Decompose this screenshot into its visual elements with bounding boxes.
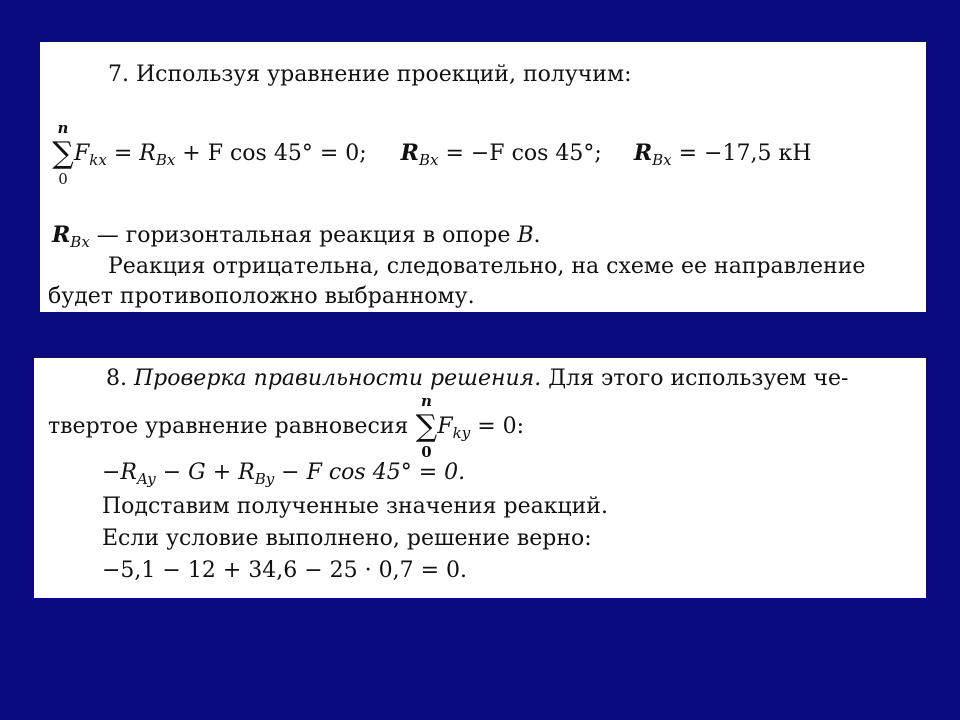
reaction-symbol-bold: R [52, 222, 71, 248]
step8-heading [106, 366, 848, 392]
sum-upper-limit: n [420, 392, 432, 410]
heading-continuation: Для этого используем че- [541, 366, 849, 391]
subscript-ay: Ay [137, 470, 156, 488]
conclusion-line-2: будет противоположно выбранному. [48, 284, 475, 309]
step-title: Проверка правильности решения. [133, 366, 542, 391]
equals-sign: = [106, 141, 140, 166]
reaction-symbol-bold: R [633, 140, 653, 166]
force-symbol: F [437, 414, 453, 439]
reaction-definition [52, 222, 541, 249]
conclusion-line-1: Реакция отрицательна, следовательно, на схеме ее направление [108, 254, 866, 279]
sum-lower-limit: 0 [421, 443, 432, 461]
equation-part-1: −R [102, 460, 137, 485]
equation-rest-2: = −F cos 45°; [438, 141, 602, 166]
sum-symbol: n ∑ 0 [52, 119, 74, 188]
equation-intro-text: твертое уравнение равновесия [48, 414, 416, 439]
equation-part-2: − G + R [155, 460, 255, 485]
step7-heading: 7. Используя уравнение проекций, получим: [108, 62, 632, 87]
equilibrium-equation-line [48, 392, 525, 461]
subscript-bx: Bx [418, 151, 439, 169]
equation-result: = −17,5 кН [671, 141, 812, 166]
sum-lower-limit: 0 [58, 170, 68, 188]
subscript-bx: Bx [652, 151, 672, 169]
reaction-symbol: R [139, 141, 156, 166]
subscript-bx: Bx [155, 151, 176, 169]
solution-step-8-panel [34, 358, 926, 598]
support-label: B [517, 223, 534, 248]
subscript-kx: kx [89, 151, 107, 169]
sum-upper-limit: n [57, 119, 69, 137]
condition-line: Если условие выполнено, решение верно: [102, 526, 592, 551]
period: . [533, 223, 541, 248]
reaction-symbol-bold: R [400, 140, 419, 166]
definition-text: — горизонтальная реакция в опоре [89, 223, 518, 248]
substitution-line: Подставим полученные значения реакций. [102, 494, 608, 519]
projection-equation [52, 119, 812, 188]
equation-part-3: − F cos 45° = 0. [274, 460, 466, 485]
subscript-bx: Bx [70, 233, 90, 251]
numeric-check-line: −5,1 − 12 + 34,6 − 25 · 0,7 = 0. [102, 558, 468, 583]
force-symbol: F [74, 141, 90, 166]
subscript-by: By [254, 470, 275, 488]
equation-end: = 0: [470, 414, 525, 439]
step-number: 8. [106, 366, 134, 391]
equation-rest-1: + F cos 45° = 0; [175, 141, 367, 166]
check-equation [102, 460, 465, 486]
sum-symbol: n ∑ 0 [415, 392, 438, 461]
subscript-ky: ky [452, 424, 471, 442]
solution-step-7-panel [40, 42, 926, 312]
